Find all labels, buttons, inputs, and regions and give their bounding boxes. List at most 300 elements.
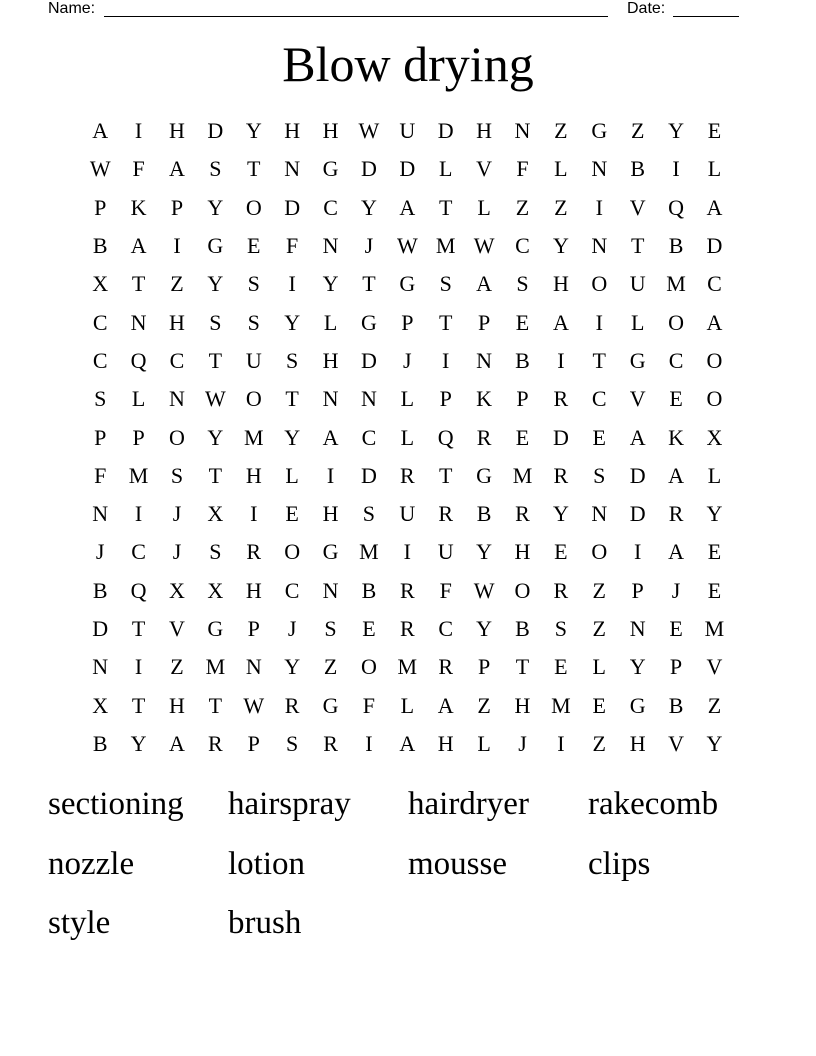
grid-cell: L (400, 424, 415, 450)
grid-cell: A (399, 730, 416, 756)
grid-cell: N (322, 386, 339, 412)
grid-cell: G (322, 539, 339, 565)
grid-cell: N (284, 156, 301, 182)
grid-cell: M (397, 654, 418, 680)
grid-cell: V (629, 194, 646, 220)
grid-cell: E (707, 577, 722, 603)
grid-cell: V (476, 156, 493, 182)
grid-cell: G (360, 309, 377, 335)
grid-cell: E (515, 424, 530, 450)
grid-cell: M (551, 692, 571, 718)
grid-cell: R (476, 424, 492, 450)
grid-cell: A (706, 309, 723, 335)
grid-cell: K (130, 194, 147, 220)
grid-cell: Y (476, 539, 493, 565)
grid-cell: O (169, 424, 185, 450)
grid-cell: S (247, 271, 260, 297)
grid-cell: R (668, 501, 684, 527)
word-list-item: nozzle (48, 845, 135, 882)
grid-cell: U (437, 539, 454, 565)
grid-cell: Z (170, 271, 184, 297)
grid-cell: O (591, 539, 608, 565)
grid-cell: I (557, 347, 565, 373)
grid-cell: P (669, 654, 683, 680)
grid-cell: G (207, 616, 224, 641)
grid-cell: N (245, 654, 262, 680)
name-blank-line (104, 16, 608, 17)
grid-cell: T (208, 462, 223, 488)
grid-cell: O (706, 347, 723, 373)
grid-cell: Y (322, 271, 339, 297)
grid-cell: A (169, 156, 185, 182)
grid-cell: Y (130, 730, 147, 756)
grid-cell: Y (552, 501, 569, 527)
grid-cell: D (284, 194, 301, 220)
grid-cell: N (360, 386, 377, 412)
grid-cell: Y (629, 654, 646, 680)
grid-cell: S (439, 271, 452, 297)
word-list-item: clips (588, 845, 651, 882)
grid-cell: L (477, 194, 491, 220)
grid-cell: M (359, 539, 379, 565)
grid-cell: G (207, 233, 224, 259)
grid-cell: L (400, 692, 415, 718)
grid-cell: B (92, 233, 108, 259)
grid-cell: Z (477, 692, 491, 718)
grid-cell: Q (437, 424, 454, 450)
grid-cell: T (247, 156, 261, 182)
grid-cell: F (132, 156, 145, 182)
grid-cell: Y (284, 424, 301, 450)
grid-cell: I (595, 309, 603, 335)
grid-cell: Y (284, 309, 301, 335)
grid-cell: L (285, 462, 299, 488)
grid-cell: E (285, 501, 299, 527)
grid-cell: X (169, 577, 185, 603)
header (0, 0, 816, 20)
grid-cell: O (591, 271, 608, 297)
grid-cell: I (173, 233, 181, 259)
grid-cell: C (92, 347, 108, 373)
grid-cell: L (707, 156, 722, 182)
grid-cell: H (245, 462, 262, 488)
grid-cell: S (286, 730, 299, 756)
grid-cell: E (554, 654, 568, 680)
grid-cell: P (477, 309, 491, 335)
grid-cell: Q (130, 577, 147, 603)
grid-cell: Z (515, 194, 530, 220)
grid-cell: W (243, 692, 265, 718)
grid-cell: R (553, 386, 569, 412)
name-label: Name: (48, 0, 96, 17)
grid-cell: P (94, 424, 107, 450)
grid-cell: Y (668, 118, 684, 144)
grid-cell: P (516, 386, 529, 412)
grid-cell: U (399, 118, 416, 144)
grid-cell: P (477, 654, 491, 680)
grid-cell: D (629, 462, 646, 488)
grid-cell: G (476, 462, 493, 488)
grid-cell: R (399, 616, 415, 641)
date-blank-line (673, 16, 739, 17)
grid-cell: P (132, 424, 145, 450)
grid-cell: O (245, 386, 262, 412)
grid-cell: X (207, 577, 224, 603)
grid-cell: I (557, 730, 565, 756)
grid-cell: O (668, 309, 684, 335)
grid-cell: B (668, 233, 684, 259)
grid-cell: E (554, 539, 568, 565)
grid-cell: C (515, 233, 530, 259)
grid-cell: P (94, 194, 107, 220)
grid-cell: J (671, 577, 681, 603)
grid-cell: H (169, 309, 185, 335)
grid-cell: C (92, 309, 108, 335)
word-list-item: style (48, 905, 111, 941)
grid-cell: F (516, 156, 529, 182)
grid-cell: W (204, 386, 226, 412)
grid-cell: Z (554, 118, 568, 144)
grid-cell: I (672, 156, 680, 182)
grid-cell: A (169, 730, 185, 756)
grid-cell: W (358, 118, 380, 144)
grid-cell: P (247, 616, 260, 641)
grid-cell: R (284, 692, 300, 718)
grid-cell: H (514, 692, 531, 718)
grid-cell: N (130, 309, 147, 335)
grid-cell: M (704, 616, 725, 641)
grid-cell: V (668, 730, 684, 756)
grid-cell: E (707, 118, 722, 144)
grid-cell: I (595, 194, 603, 220)
grid-cell: F (286, 233, 299, 259)
grid-cell: S (94, 386, 107, 412)
grid-cell: A (92, 118, 109, 144)
grid-cell: P (247, 730, 260, 756)
grid-cell: J (95, 539, 105, 565)
grid-cell: A (552, 309, 569, 335)
grid-cell: J (518, 730, 527, 756)
grid-cell: B (361, 577, 377, 603)
grid-cell: N (629, 616, 646, 641)
grid-cell: E (592, 424, 606, 450)
grid-cell: H (322, 501, 339, 527)
grid-cell: R (399, 577, 415, 603)
grid-cell: F (94, 462, 107, 488)
grid-cell: R (399, 462, 415, 488)
grid-cell: A (437, 692, 454, 718)
grid-cell: M (512, 462, 533, 488)
grid-cell: D (360, 462, 377, 488)
grid-cell: R (438, 654, 454, 680)
grid-cell: B (668, 692, 684, 718)
grid-cell: H (476, 118, 493, 144)
grid-cell: T (438, 462, 453, 488)
grid-cell: N (322, 577, 339, 603)
grid-cell: C (361, 424, 377, 450)
grid-cell: T (131, 271, 146, 297)
grid-cell: M (435, 233, 456, 259)
grid-cell: T (131, 616, 146, 641)
grid-cell: N (591, 501, 608, 527)
grid-cell: S (209, 156, 222, 182)
grid-cell: A (668, 462, 684, 488)
grid-cell: R (208, 730, 223, 756)
grid-cell: I (134, 501, 143, 527)
grid-cell: S (247, 309, 260, 335)
grid-cell: N (169, 386, 185, 412)
grid-cell: S (170, 462, 184, 488)
word-list (48, 775, 768, 954)
grid-cell: L (707, 462, 722, 488)
grid-cell: G (322, 692, 339, 718)
grid-cell: T (592, 347, 606, 373)
grid-cell: T (285, 386, 299, 412)
grid-cell: I (365, 730, 373, 756)
grid-cell: C (438, 616, 454, 641)
word-list-item: lotion (228, 845, 306, 882)
grid-cell: A (629, 424, 646, 450)
grid-cell: E (515, 309, 530, 335)
grid-cell: L (554, 156, 568, 182)
grid-cell: S (554, 616, 567, 641)
grid-cell: E (247, 233, 261, 259)
grid-cell: Z (170, 654, 184, 680)
grid-cell: W (473, 577, 495, 603)
grid-cell: J (364, 233, 374, 259)
grid-cell: H (629, 730, 646, 756)
grid-cell: A (130, 233, 147, 259)
grid-cell: H (437, 730, 454, 756)
grid-cell: E (669, 616, 683, 641)
grid-cell: I (403, 539, 411, 565)
grid-cell: U (245, 347, 262, 373)
grid-cell: L (477, 730, 491, 756)
grid-cell: D (552, 424, 569, 450)
grid-cell: L (630, 309, 645, 335)
grid-cell: T (362, 271, 376, 297)
grid-cell: W (396, 233, 418, 259)
grid-cell: T (208, 692, 223, 718)
grid-cell: I (134, 654, 143, 680)
word-list-item: sectioning (48, 786, 184, 822)
grid-cell: N (591, 156, 608, 182)
grid-cell: Z (592, 730, 606, 756)
grid-cell: Z (592, 616, 606, 641)
grid-cell: C (323, 194, 338, 220)
grid-cell: T (438, 309, 453, 335)
grid-cell: J (172, 501, 182, 527)
grid-cell: I (634, 539, 642, 565)
grid-cell: A (322, 424, 339, 450)
grid-cell: T (515, 654, 530, 680)
grid-cell: T (630, 233, 645, 259)
grid-cell: A (706, 194, 723, 220)
grid-cell: Y (207, 194, 224, 220)
grid-cell: H (322, 118, 339, 144)
grid-cell: O (514, 577, 531, 603)
word-search-grid (81, 112, 734, 763)
grid-cell: E (707, 539, 722, 565)
grid-cell: J (403, 347, 412, 373)
grid-cell: D (706, 233, 723, 259)
grid-cell: T (131, 692, 146, 718)
grid-cell: N (322, 233, 339, 259)
grid-cell: B (515, 616, 530, 641)
grid-cell: N (92, 501, 109, 527)
grid-cell: Q (130, 347, 147, 373)
grid-cell: I (326, 462, 335, 488)
grid-cell: X (92, 692, 109, 718)
word-list-item: hairspray (228, 786, 351, 822)
grid-cell: M (666, 271, 686, 297)
grid-cell: K (476, 386, 493, 412)
grid-cell: I (288, 271, 296, 297)
grid-cell: N (476, 347, 493, 373)
grid-cell: R (553, 577, 569, 603)
grid-cell: H (552, 271, 569, 297)
grid-cell: Y (552, 233, 569, 259)
grid-cell: L (438, 156, 453, 182)
grid-cell: R (438, 501, 454, 527)
grid-cell: C (131, 539, 146, 565)
grid-cell: F (362, 692, 376, 718)
grid-cell: L (131, 386, 146, 412)
grid-cell: Z (554, 194, 568, 220)
grid-cell: A (668, 539, 684, 565)
grid-cell: C (169, 347, 185, 373)
grid-cell: D (92, 616, 109, 641)
grid-cell: S (286, 347, 299, 373)
grid-cell: Y (284, 654, 301, 680)
grid-cell: D (629, 501, 646, 527)
grid-cell: L (323, 309, 338, 335)
grid-cell: D (399, 156, 416, 182)
grid-cell: P (401, 309, 414, 335)
grid-cell: X (207, 501, 224, 527)
grid-cell: X (706, 424, 723, 450)
grid-cell: S (516, 271, 529, 297)
grid-cell: C (668, 347, 684, 373)
grid-cell: Y (207, 271, 224, 297)
grid-cell: R (246, 539, 262, 565)
grid-cell: Z (630, 118, 645, 144)
grid-cell: D (360, 347, 377, 373)
grid-cell: P (170, 194, 184, 220)
grid-cell: Z (592, 577, 606, 603)
grid-cell: G (629, 692, 646, 718)
grid-cell: O (360, 654, 377, 680)
grid-cell: O (284, 539, 301, 565)
grid-cell: U (399, 501, 416, 527)
grid-cell: E (362, 616, 376, 641)
grid-cell: C (284, 577, 300, 603)
grid-cell: S (209, 539, 222, 565)
grid-cell: Z (707, 692, 722, 718)
grid-cell: H (514, 539, 531, 565)
grid-cell: D (360, 156, 377, 182)
grid-cell: N (591, 233, 608, 259)
grid-cell: G (399, 271, 416, 297)
grid-cell: O (706, 386, 723, 412)
grid-cell: O (245, 194, 262, 220)
grid-cell: M (128, 462, 149, 488)
grid-cell: B (92, 730, 108, 756)
grid-cell: S (362, 501, 376, 527)
grid-cell: B (92, 577, 108, 603)
grid-cell: Y (245, 118, 262, 144)
grid-cell: H (245, 577, 262, 603)
word-list-item: rakecomb (588, 786, 719, 822)
grid-cell: R (323, 730, 338, 756)
grid-cell: U (629, 271, 646, 297)
date-label: Date: (627, 0, 666, 17)
grid-cell: E (592, 692, 606, 718)
grid-cell: P (631, 577, 644, 603)
grid-cell: W (473, 233, 495, 259)
grid-cell: N (92, 654, 109, 680)
grid-cell: J (287, 616, 297, 641)
grid-cell: R (553, 462, 569, 488)
page-title: Blow drying (282, 36, 534, 92)
grid-cell: B (476, 501, 492, 527)
grid-cell: A (399, 194, 416, 220)
grid-cell: S (209, 309, 222, 335)
grid-cell: V (169, 616, 185, 641)
grid-cell: N (514, 118, 531, 144)
grid-cell: Z (323, 654, 338, 680)
grid-cell: I (442, 347, 450, 373)
grid-cell: Y (476, 616, 493, 641)
grid-cell: Y (207, 424, 224, 450)
grid-cell: S (593, 462, 606, 488)
grid-cell: Y (706, 501, 723, 527)
grid-cell: T (208, 347, 223, 373)
grid-cell: H (169, 118, 185, 144)
grid-cell: V (706, 654, 723, 680)
grid-cell: C (591, 386, 607, 412)
grid-cell: E (669, 386, 683, 412)
word-list-item: hairdryer (408, 786, 529, 822)
grid-cell: D (437, 118, 454, 144)
grid-cell: L (400, 386, 415, 412)
grid-cell: I (134, 118, 143, 144)
grid-cell: Y (706, 730, 723, 756)
grid-cell: G (629, 347, 646, 373)
word-list-item: brush (228, 905, 302, 941)
grid-cell: C (707, 271, 722, 297)
grid-cell: X (92, 271, 109, 297)
grid-cell: L (592, 654, 606, 680)
grid-cell: I (250, 501, 258, 527)
grid-cell: G (591, 118, 608, 144)
grid-cell: T (438, 194, 453, 220)
grid-cell: R (515, 501, 530, 527)
grid-cell: B (515, 347, 530, 373)
grid-cell: M (243, 424, 264, 450)
grid-cell: J (172, 539, 182, 565)
grid-cell: P (439, 386, 452, 412)
grid-cell: W (89, 156, 111, 182)
grid-cell: F (439, 577, 452, 603)
grid-cell: K (668, 424, 684, 450)
grid-cell: G (322, 156, 339, 182)
grid-cell: H (322, 347, 339, 373)
grid-cell: H (169, 692, 185, 718)
grid-cell: S (324, 616, 337, 641)
grid-cell: B (630, 156, 645, 182)
grid-cell: V (629, 386, 646, 412)
